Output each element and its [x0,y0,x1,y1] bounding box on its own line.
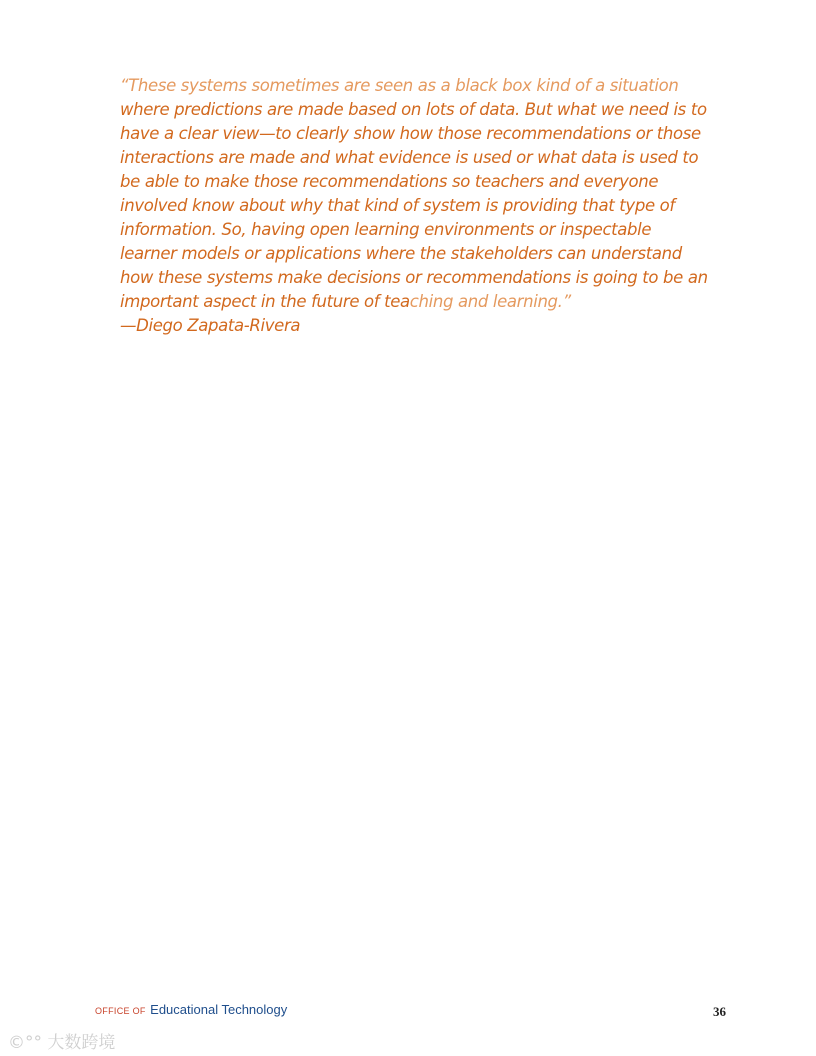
quote-line-2: where predictions are made based on lots of data. But what we need is to [120,100,707,119]
pull-quote [120,74,740,338]
footer-brand-label: Educational Technology [150,1002,288,1017]
page-number: 36 [713,1004,726,1019]
quote-line-8: learner models or applications where the stakeholders can understand [120,244,682,263]
footer-office-label: OFFICE OF [95,1006,146,1016]
quote-line-5: be able to make those recommendations so teachers and everyone [120,172,659,191]
quote-line-10 [120,290,740,314]
quote-line-10-part2: ching and learning.” [409,292,571,311]
quote-line-4: interactions are made and what evidence is used or what data is used to [120,148,699,167]
quote-attribution: —Diego Zapata-Rivera [120,316,301,335]
quote-line-6: involved know about why that kind of system is providing that type of [120,196,675,215]
quote-line-3: have a clear view—to clearly show how those recommendations or those [120,124,701,143]
quote-line-9: how these systems make decisions or recommendations is going to be an [120,268,708,287]
quote-line-7: information. So, having open learning environments or inspectable [120,220,652,239]
quote-line-10-part1: important aspect in the future of tea [120,292,410,311]
watermark: ©°° 大数跨境 [8,1033,116,1053]
quote-line-1: “These systems sometimes are seen as a black box kind of a situation [120,76,679,95]
footer-brand-logo [95,1001,287,1019]
